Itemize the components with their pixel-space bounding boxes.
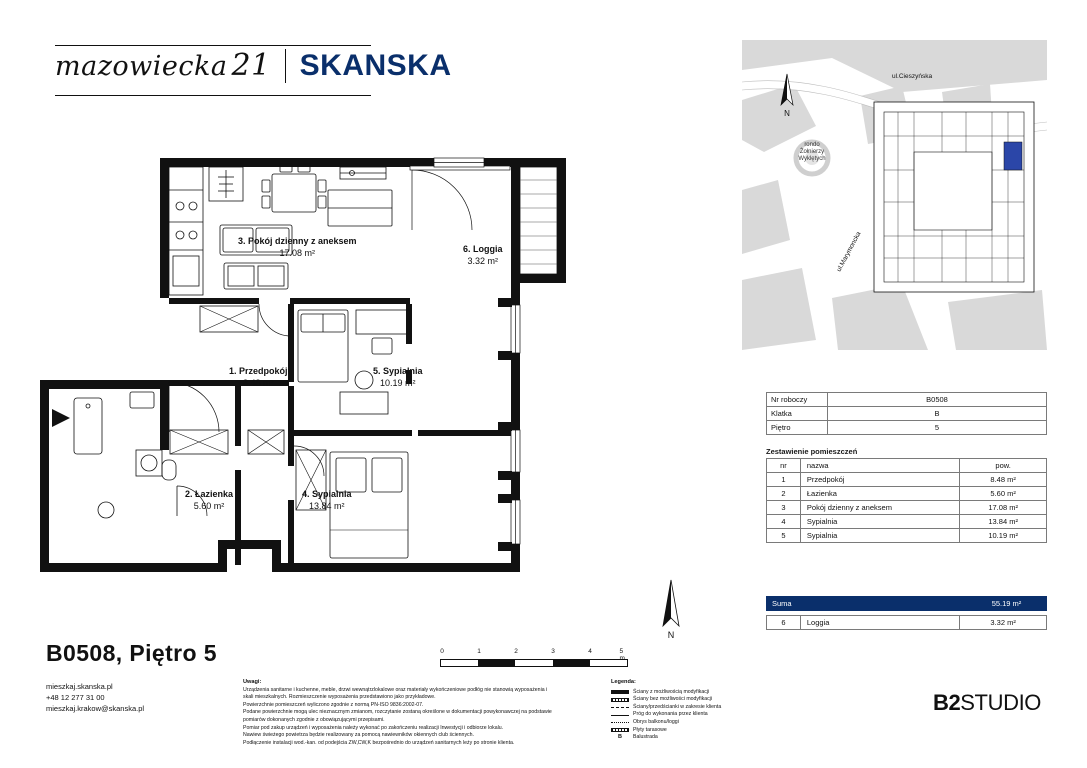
scale-tick-4: 4 [588,648,592,655]
room-name-5: Sypialnia [800,529,959,543]
studio-logo-b2: B2 [932,690,961,715]
loggia-name: Loggia [800,616,959,630]
table-row [767,515,1047,529]
svg-text:N: N [784,109,790,118]
loggia-nr: 6 [767,616,801,630]
street-label-left: ul.Marymoncka [835,230,863,273]
floor-plan-drawing [40,130,700,610]
room-nr-2: 2 [767,487,801,501]
table-row [767,487,1047,501]
total-area-bar [766,596,1047,611]
room-area-4: 13.84 m² [960,515,1047,529]
room-nr-5: 5 [767,529,801,543]
studio-logo-rest: STUDIO [960,690,1041,715]
scale-tick-2: 2 [514,648,518,655]
room-label-6: 6. Loggia 3.32 m² [463,244,503,266]
studio-logo [933,690,1041,716]
balustrade-icon: B [618,734,622,741]
room-label-1: 1. Przedpokój 8.48 m² [229,366,288,388]
rooms-table [766,458,1047,543]
brand-divider [285,49,286,83]
room-nr-3: 3 [767,501,801,515]
notes-line-2: skali mieszkalnych. Rozmieszczenie wyposażenia przedstawiono jako przykładowe. [243,694,436,701]
legend-item-terrace-tiles [611,727,801,735]
notes-line-6: Pomiar pod zakup urządzeń i wyposażenia należy wykonać po zakończeniu realizacji Inwestycji i odbiorze lokalu. [243,724,504,731]
wall-dashed-icon [611,705,629,711]
scale-seg-4 [553,660,590,666]
room-label-4: 4. Sypialnia 13.84 m² [302,489,352,511]
svg-text:rondo: rondo [804,142,820,148]
scale-bar [440,648,630,667]
room-nr-4: 4 [767,515,801,529]
rooms-header-name: nazwa [800,459,959,473]
notes-line-5: pomiarów dokonanych zgodnie z obowiązującymi przepisami. [243,716,385,723]
legend-label-1: Ściany z możliwością modyfikacji [633,688,710,695]
legend-item-balcony-outline [611,719,801,727]
notes-line-8: Podłączenie instalacji wod.-kan. od podejścia ZW,CW,K bezpośrednio do urządzeń sanitarnych leży po stronie klienta. [243,739,515,746]
legend-block [611,679,801,742]
wall-solid-icon [611,689,629,695]
legend-item-client-walls [611,704,801,712]
threshold-icon [611,712,629,718]
project-logo-number: 21 [231,48,271,83]
page-title: B0508, Piętro 5 [46,640,217,666]
room-name-2: Łazienka [800,487,959,501]
legend-label-5: Obrys balkonu/loggi [633,718,679,725]
table-row [767,473,1047,487]
meta-label-pietro: Piętro [767,421,828,435]
notes-line-3: Powierzchnie pomieszczeń wyliczono zgodnie z normą PN-ISO 9836:2002-07. [243,701,424,708]
project-logo-name: mazowiecka [55,51,228,82]
room-area-2: 5.60 m² [960,487,1047,501]
scale-tick-5: 5 m [619,648,625,662]
legend-label-4: Próg do wykonania przez klienta [633,711,708,718]
room-label-5: 5. Sypialnia 10.19 m² [373,366,423,388]
highlighted-apartment [1004,142,1022,170]
contact-email[interactable]: mieszkaj.krakow@skanska.pl [46,704,145,713]
legend-item-nonmodifiable [611,696,801,704]
svg-text:N: N [667,630,675,640]
brand-rule-bottom [55,95,371,96]
notes-line-1: Urządzenia sanitarne i kuchenne, meble, drzwi wewnątrzlokalowe oraz materiały wykończeniowe podłóg nie stanowią wyposażenia i [243,686,548,693]
meta-value-nr-roboczy: B0508 [828,393,1047,407]
compass-rose [648,578,694,647]
contact-phone[interactable]: +48 12 277 31 00 [46,693,105,702]
scale-seg-3 [515,660,552,666]
table-row [767,407,1047,421]
scale-tick-0: 0 [440,648,444,655]
rooms-header-nr: nr [767,459,801,473]
legend-label-3: Ściany/przedścianki w zakresie klienta [633,703,722,710]
balcony-outline-icon [611,720,629,726]
apartment-meta-table [766,392,1047,435]
table-row [767,501,1047,515]
notes-heading: Uwagi: [243,679,262,685]
room-name-3: Pokój dzienny z aneksem [800,501,959,515]
rooms-header-area: pow. [960,459,1047,473]
rooms-table-title: Zestawienie pomieszczeń [766,447,858,456]
table-header-row [767,459,1047,473]
legend-item-balustrade [611,734,801,742]
table-row [767,616,1047,630]
room-label-2: 2. Łazienka 5.60 m² [185,489,234,511]
room-label-3: 3. Pokój dzienny z aneksem 17.08 m² [238,236,357,258]
notes-line-4: Podane powierzchnie mogą ulec nieznacznym zmianom, rozczytanie zostaną określone w dokumentacji powykonawczej na podstawie [243,709,552,716]
scale-seg-2 [478,660,515,666]
legend-heading: Legenda: [611,679,636,685]
table-row [767,393,1047,407]
room-area-3: 17.08 m² [960,501,1047,515]
contact-website[interactable]: mieszkaj.skanska.pl [46,682,113,691]
loggia-table [766,615,1047,630]
total-area-label: Suma [772,599,792,608]
meta-value-pietro: 5 [828,421,1047,435]
room-name-1: Przedpokój [800,473,959,487]
legend-label-2: Ściany bez możliwości modyfikacji [633,696,712,703]
legend-label-6: Płyty tarasowe [633,726,667,733]
contact-block [46,681,144,714]
loggia-area: 3.32 m² [960,616,1047,630]
street-label-top: ul.Cieszyńska [892,73,933,80]
scale-bar-graphic [440,659,628,667]
room-area-5: 10.19 m² [960,529,1047,543]
table-row [767,529,1047,543]
notes-block [243,679,583,747]
project-logo [55,48,271,83]
svg-text:Wyklętych: Wyklętych [798,156,826,162]
svg-text:Żołnierzy: Żołnierzy [799,149,825,155]
map-compass-rose [770,72,804,123]
legend-item-threshold [611,711,801,719]
wall-hatch-icon [611,697,629,703]
floor-plan [40,130,700,610]
brand-header [55,48,452,83]
notes-line-7: Nawiew świeżego powietrza będzie realizowany za pomocą nawiewników okiennych club ściennych. [243,732,474,739]
scale-seg-5 [590,660,627,666]
brand-rule-top [55,45,371,46]
developer-logo: SKANSKA [299,48,452,82]
meta-value-klatka: B [828,407,1047,421]
scale-tick-3: 3 [551,648,555,655]
room-name-4: Sypialnia [800,515,959,529]
scale-seg-1 [441,660,478,666]
table-row [767,421,1047,435]
legend-label-7: Balustrada [633,734,658,741]
total-area-value: 55.19 m² [991,599,1022,608]
meta-label-klatka: Klatka [767,407,828,421]
scale-tick-1: 1 [477,648,481,655]
room-nr-1: 1 [767,473,801,487]
terrace-tile-icon [611,727,629,733]
room-area-1: 8.48 m² [960,473,1047,487]
meta-label-nr-roboczy: Nr roboczy [767,393,828,407]
